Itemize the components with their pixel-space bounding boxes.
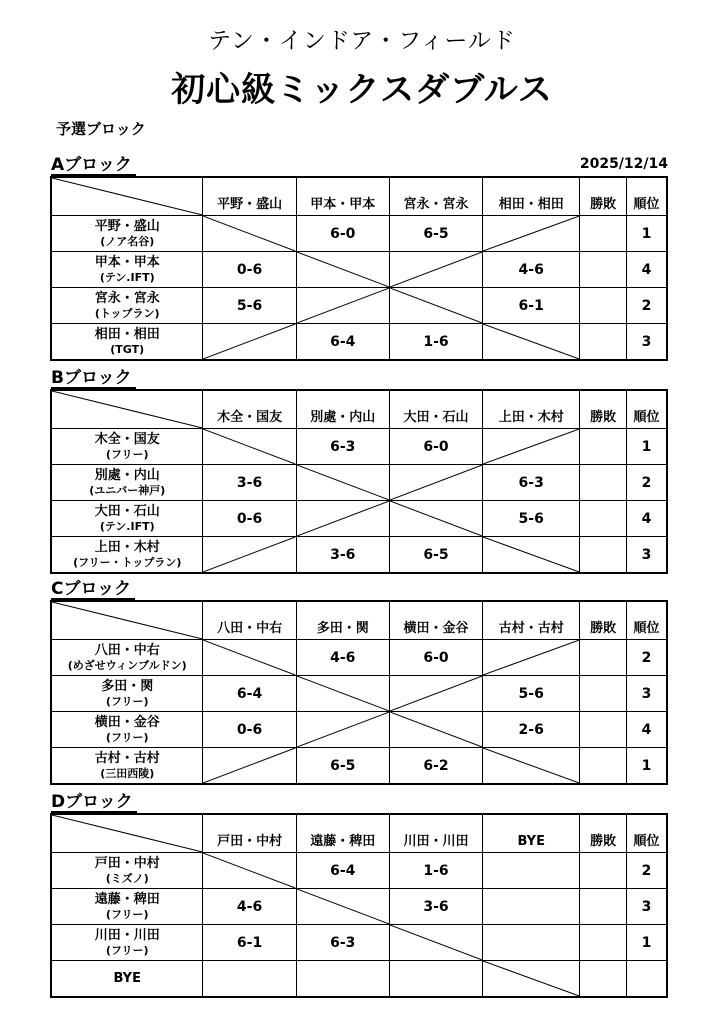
empty-match-cell: [483, 429, 580, 465]
score-cell: [483, 853, 580, 889]
score-cell: [203, 961, 296, 998]
match-score: 6-5: [423, 225, 449, 242]
score-cell: [203, 288, 296, 324]
win-loss-cell: [580, 889, 627, 925]
win-loss-header: 勝敗: [580, 390, 627, 429]
match-score: 5-6: [518, 510, 544, 527]
header-row: [51, 390, 667, 429]
self-diagonal: [203, 640, 295, 675]
win-loss-cell: [580, 748, 627, 785]
empty-match-cell: [389, 676, 482, 712]
pair-name: 多田・関: [101, 678, 154, 694]
match-score: 0-6: [236, 721, 263, 738]
club-name: (トップラン): [94, 306, 160, 320]
empty-match-cell: [483, 216, 580, 252]
club-name: (フリー): [105, 907, 149, 921]
pair-name: BYE: [113, 971, 141, 986]
player-row: [51, 288, 667, 324]
self-diagonal: [297, 676, 389, 711]
win-loss-header: 勝敗: [580, 177, 627, 216]
self-match-cell: [203, 216, 296, 252]
score-cell: [296, 216, 389, 252]
self-match-cell: [203, 429, 296, 465]
club-name: (ミズノ): [105, 871, 149, 885]
match-score: 6-0: [330, 225, 356, 242]
score-cell: [296, 925, 389, 961]
self-diagonal: [483, 537, 579, 572]
self-diagonal: [203, 853, 295, 888]
self-diagonal: [483, 748, 579, 783]
score-cell: [483, 889, 580, 925]
cross-diagonal: [390, 465, 482, 500]
event-date: 2025/12/14: [579, 156, 668, 172]
empty-match-cell: [203, 537, 296, 574]
pair-cell: [51, 889, 203, 925]
self-match-cell: [389, 501, 482, 537]
rank-cell: 4: [626, 252, 667, 288]
empty-match-cell: [389, 465, 482, 501]
self-diagonal: [203, 429, 295, 464]
club-name: (フリー): [105, 447, 149, 461]
rank-header: 順位: [626, 601, 667, 640]
column-header: 遠藤・稗田: [296, 814, 389, 853]
player-row: [51, 252, 667, 288]
header-row: [51, 177, 667, 216]
venue-title: テン・インドア・フィールド: [208, 28, 516, 54]
match-score: 4-6: [236, 898, 263, 915]
block-label: Cブロック: [51, 580, 135, 600]
cross-diagonal: [203, 748, 295, 783]
match-score: 3-6: [236, 474, 263, 491]
self-diagonal: [390, 712, 482, 747]
match-score: 6-3: [330, 934, 356, 951]
club-name: (めざせウィンブルドン): [67, 658, 187, 672]
match-score: 6-4: [330, 333, 356, 350]
win-loss-cell: [580, 252, 627, 288]
score-cell: [483, 925, 580, 961]
self-match-cell: [483, 324, 580, 361]
score-cell: [296, 324, 389, 361]
match-score: 6-0: [423, 649, 449, 666]
cross-diagonal: [297, 288, 389, 323]
club-name: (TGT): [110, 342, 145, 356]
rank-cell: 3: [626, 676, 667, 712]
player-row: [51, 889, 667, 925]
empty-match-cell: [203, 748, 296, 785]
cross-diagonal: [483, 429, 579, 464]
match-score: 6-3: [330, 438, 356, 455]
player-row: [51, 676, 667, 712]
column-header: 多田・関: [296, 601, 389, 640]
column-header: 古村・古村: [483, 601, 580, 640]
rank-cell: 2: [626, 288, 667, 324]
rank-cell: 4: [626, 501, 667, 537]
rank-cell: 3: [626, 537, 667, 574]
empty-match-cell: [296, 288, 389, 324]
empty-match-cell: [483, 640, 580, 676]
pair-cell: [51, 640, 203, 676]
block-label: Aブロック: [51, 156, 136, 176]
rank-cell: 2: [626, 853, 667, 889]
match-score: 6-4: [330, 862, 356, 879]
self-match-cell: [203, 640, 296, 676]
win-loss-cell: [580, 216, 627, 252]
match-score: 3-6: [423, 898, 449, 915]
score-cell: [203, 676, 296, 712]
column-header: BYE: [483, 814, 580, 853]
club-name: (テン.IFT): [99, 519, 155, 533]
corner-cell: [51, 390, 203, 429]
pair-cell: [51, 748, 203, 785]
rank-cell: 4: [626, 712, 667, 748]
player-row: [51, 640, 667, 676]
club-name: (フリー): [105, 730, 149, 744]
pair-cell: [51, 853, 203, 889]
block-table: [50, 389, 668, 574]
self-diagonal: [390, 288, 482, 323]
match-score: 6-3: [518, 474, 544, 491]
rank-cell: 3: [626, 324, 667, 361]
score-cell: [483, 501, 580, 537]
player-row: [51, 961, 667, 998]
match-score: 6-5: [423, 546, 449, 563]
pair-name: 横田・金谷: [94, 714, 160, 730]
pair-cell: [51, 676, 203, 712]
rank-header: 順位: [626, 177, 667, 216]
pair-cell: [51, 501, 203, 537]
header-row: [51, 814, 667, 853]
score-cell: [203, 465, 296, 501]
pair-name: 宮永・宮永: [94, 290, 160, 306]
self-match-cell: [389, 288, 482, 324]
column-header: 上田・木村: [483, 390, 580, 429]
rank-cell: 2: [626, 465, 667, 501]
score-cell: [389, 640, 482, 676]
match-score: 6-4: [236, 685, 263, 702]
self-match-cell: [483, 961, 580, 998]
column-header: 平野・盛山: [203, 177, 296, 216]
score-cell: [483, 465, 580, 501]
self-match-cell: [296, 465, 389, 501]
self-diagonal: [390, 501, 482, 536]
player-row: [51, 501, 667, 537]
pair-cell: [51, 216, 203, 252]
match-score: 4-6: [518, 261, 544, 278]
self-match-cell: [296, 252, 389, 288]
score-cell: [389, 853, 482, 889]
corner-diagonal: [52, 602, 202, 639]
empty-match-cell: [296, 712, 389, 748]
block-table: [50, 813, 668, 998]
score-cell: [203, 925, 296, 961]
score-cell: [203, 252, 296, 288]
cross-diagonal: [297, 501, 389, 536]
match-score: 6-2: [423, 757, 449, 774]
empty-match-cell: [389, 252, 482, 288]
rank-cell: 2: [626, 640, 667, 676]
self-diagonal: [297, 252, 389, 287]
win-loss-cell: [580, 465, 627, 501]
club-name: (ユニバー神戸): [89, 483, 166, 497]
pair-cell: [51, 465, 203, 501]
self-match-cell: [389, 925, 482, 961]
block-label: Bブロック: [51, 369, 136, 389]
cross-diagonal: [390, 676, 482, 711]
pair-cell: [51, 288, 203, 324]
score-cell: [203, 889, 296, 925]
block-table: [50, 600, 668, 785]
win-loss-header: 勝敗: [580, 601, 627, 640]
column-header: 戸田・中村: [203, 814, 296, 853]
rank-cell: 1: [626, 429, 667, 465]
corner-diagonal: [52, 178, 202, 215]
score-cell: [203, 712, 296, 748]
rank-cell: 3: [626, 889, 667, 925]
rank-cell: 1: [626, 216, 667, 252]
score-cell: [389, 216, 482, 252]
club-name: (ノア名谷): [100, 234, 155, 248]
win-loss-cell: [580, 501, 627, 537]
self-diagonal: [297, 889, 389, 924]
win-loss-cell: [580, 712, 627, 748]
corner-cell: [51, 814, 203, 853]
pair-name: 相田・相田: [94, 326, 160, 342]
win-loss-cell: [580, 676, 627, 712]
column-header: 甲本・甲本: [296, 177, 389, 216]
header-row: [51, 601, 667, 640]
stage-label: 予選ブロック: [56, 120, 146, 138]
corner-diagonal: [52, 815, 202, 852]
pair-name: 甲本・甲本: [94, 254, 160, 270]
rank-cell: 1: [626, 748, 667, 785]
empty-match-cell: [203, 324, 296, 361]
score-cell: [389, 889, 482, 925]
win-loss-cell: [580, 925, 627, 961]
player-row: [51, 925, 667, 961]
score-cell: [296, 961, 389, 998]
pair-name: 八田・中右: [94, 642, 160, 658]
match-score: 0-6: [236, 261, 263, 278]
player-row: [51, 537, 667, 574]
player-row: [51, 712, 667, 748]
match-score: 0-6: [236, 510, 263, 527]
score-cell: [389, 961, 482, 998]
win-loss-cell: [580, 537, 627, 574]
rank-header: 順位: [626, 814, 667, 853]
self-match-cell: [203, 853, 296, 889]
player-row: [51, 465, 667, 501]
pair-name: 平野・盛山: [94, 218, 160, 234]
tournament-title: 初心級ミックスダブルス: [171, 70, 553, 110]
column-header: 別處・内山: [296, 390, 389, 429]
player-row: [51, 216, 667, 252]
pair-name: 戸田・中村: [94, 855, 160, 871]
win-loss-cell: [580, 961, 627, 998]
pair-cell: [51, 537, 203, 574]
cross-diagonal: [483, 640, 579, 675]
column-header: 宮永・宮永: [389, 177, 482, 216]
win-loss-cell: [580, 640, 627, 676]
score-cell: [389, 324, 482, 361]
pair-name: 川田・川田: [94, 927, 160, 943]
score-cell: [389, 748, 482, 785]
match-score: 6-0: [423, 438, 449, 455]
pair-cell: [51, 925, 203, 961]
club-name: (三田西陵): [100, 766, 155, 780]
self-diagonal: [297, 465, 389, 500]
win-loss-cell: [580, 429, 627, 465]
score-cell: [296, 537, 389, 574]
rank-cell: 1: [626, 925, 667, 961]
pair-name: 古村・古村: [94, 750, 160, 766]
win-loss-cell: [580, 324, 627, 361]
player-row: [51, 324, 667, 361]
pair-name: 上田・木村: [94, 539, 160, 555]
self-match-cell: [483, 748, 580, 785]
pair-cell: [51, 252, 203, 288]
score-cell: [483, 288, 580, 324]
win-loss-cell: [580, 288, 627, 324]
self-match-cell: [296, 676, 389, 712]
self-diagonal: [203, 216, 295, 251]
match-score: 1-6: [423, 862, 449, 879]
block-table: [50, 176, 668, 361]
club-name: (フリー): [105, 943, 149, 957]
column-header: 八田・中右: [203, 601, 296, 640]
pair-cell: [51, 324, 203, 361]
match-score: 6-1: [236, 934, 263, 951]
score-cell: [296, 640, 389, 676]
match-score: 5-6: [518, 685, 544, 702]
pair-name: 大田・石山: [94, 503, 160, 519]
self-diagonal: [390, 925, 482, 960]
match-score: 2-6: [518, 721, 544, 738]
column-header: 木全・国友: [203, 390, 296, 429]
club-name: (テン.IFT): [99, 270, 155, 284]
column-header: 川田・川田: [389, 814, 482, 853]
club-name: (フリー): [105, 694, 149, 708]
score-cell: [296, 429, 389, 465]
corner-cell: [51, 177, 203, 216]
block-label: Dブロック: [51, 793, 137, 813]
pair-name: 別處・内山: [94, 467, 160, 483]
cross-diagonal: [203, 324, 295, 359]
score-cell: [296, 748, 389, 785]
self-diagonal: [483, 961, 579, 996]
pair-cell: [51, 712, 203, 748]
pair-cell: [51, 961, 203, 998]
match-score: 5-6: [236, 297, 263, 314]
player-row: [51, 429, 667, 465]
corner-diagonal: [52, 391, 202, 428]
player-row: [51, 853, 667, 889]
cross-diagonal: [390, 252, 482, 287]
win-loss-cell: [580, 853, 627, 889]
cross-diagonal: [203, 537, 295, 572]
score-cell: [203, 501, 296, 537]
match-score: 6-5: [330, 757, 356, 774]
score-cell: [389, 429, 482, 465]
corner-cell: [51, 601, 203, 640]
self-match-cell: [483, 537, 580, 574]
pair-name: 木全・国友: [94, 431, 160, 447]
win-loss-header: 勝敗: [580, 814, 627, 853]
cross-diagonal: [297, 712, 389, 747]
self-match-cell: [296, 889, 389, 925]
score-cell: [296, 853, 389, 889]
club-name: (フリー・トップラン): [73, 555, 182, 569]
cross-diagonal: [483, 216, 579, 251]
column-header: 大田・石山: [389, 390, 482, 429]
rank-cell: [626, 961, 667, 998]
match-score: 6-1: [518, 297, 544, 314]
self-diagonal: [483, 324, 579, 359]
match-score: 4-6: [330, 649, 356, 666]
column-header: 相田・相田: [483, 177, 580, 216]
rank-header: 順位: [626, 390, 667, 429]
score-cell: [389, 537, 482, 574]
column-header: 横田・金谷: [389, 601, 482, 640]
score-cell: [483, 252, 580, 288]
score-cell: [483, 712, 580, 748]
pair-name: 遠藤・稗田: [94, 891, 160, 907]
match-score: 1-6: [423, 333, 449, 350]
player-row: [51, 748, 667, 785]
score-cell: [483, 676, 580, 712]
empty-match-cell: [296, 501, 389, 537]
self-match-cell: [389, 712, 482, 748]
pair-cell: [51, 429, 203, 465]
match-score: 3-6: [330, 546, 356, 563]
